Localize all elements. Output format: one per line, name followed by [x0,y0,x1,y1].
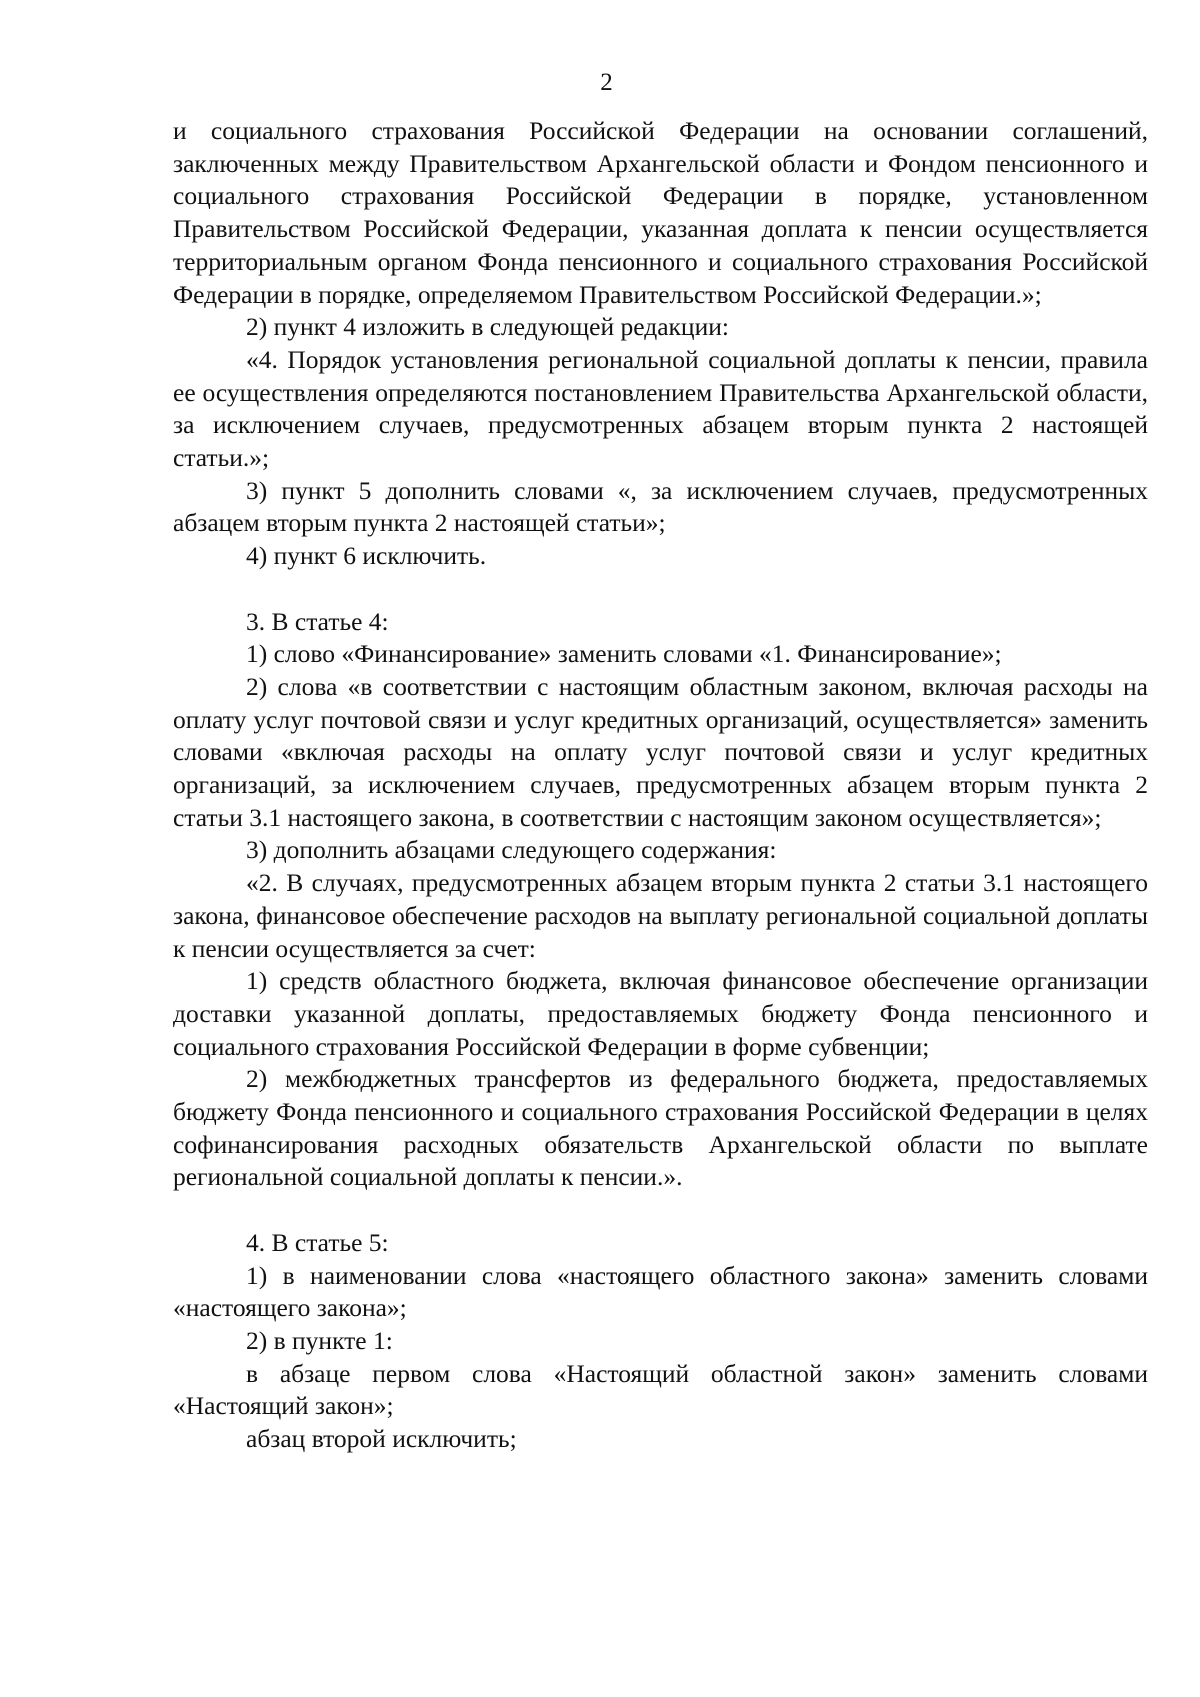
paragraph-quote-point-4: «4. Порядок установления региональной социальной доплаты к пенсии, правила ее осуществления определяются постановлением Правительства Архангельской области, за исключением случаев, предусмотренных абзацем вторым пункта 2 настоящей статьи.»; [173,344,1148,473]
paragraph-quote-point-2: «2. В случаях, предусмотренных абзацем вторым пункта 2 статьи 3.1 настоящего закона, финансовое обеспечение расходов на выплату региональной социальной доплаты к пенсии осуществляется за счет: [173,868,1148,963]
paragraph-article-5-item-2: 2) в пункте 1: [246,1325,393,1355]
paragraph-article-5-second-abzac: абзац второй исключить; [246,1424,517,1454]
paragraph-item-4-point-6: 4) пункт 6 исключить. [246,541,487,571]
section-heading-article-5: 4. В статье 5: [246,1227,389,1257]
paragraph-article-5-first-abzac: в абзаце первом слова «Настоящий областной закон» заменить словами «Настоящий закон»; [173,1358,1148,1421]
document-body [173,115,1148,1456]
paragraph-article-5-item-1: 1) в наименовании слова «настоящего областного закона» заменить словами «настоящего закона»; [173,1260,1148,1323]
page-number: 2 [600,69,613,96]
paragraph-continuation: и социального страхования Российской Федерации на основании соглашений, заключенных между Правительством Архангельской области и Фондом пенсионного и социального страхования Российской Федерации в порядке, установленном Правительством Российской Федерации, указанная доплата к пенсии осуществляется территориальным органом Фонда пенсионного и социального страхования Российской Федерации в порядке, определяемом Правительством Российской Федерации.»; [173,116,1148,309]
paragraph-item-3-point-5: 3) пункт 5 дополнить словами «, за исключением случаев, предусмотренных абзацем вторым пункта 2 настоящей статьи»; [173,475,1148,538]
paragraph-item-2-point-4: 2) пункт 4 изложить в следующей редакции: [246,312,729,342]
paragraph-article-4-item-3: 3) дополнить абзацами следующего содержания: [246,835,777,865]
paragraph-quote-subitem-2: 2) межбюджетных трансфертов из федерального бюджета, предоставляемых бюджету Фонда пенсионного и социального страхования Российской Федерации в целях софинансирования расходных обязательств Архангельской области по выплате региональной социальной доплаты к пенсии.». [173,1064,1148,1192]
section-heading-article-4: 3. В статье 4: [246,606,389,636]
paragraph-article-4-item-1: 1) слово «Финансирование» заменить словами «1. Финансирование»; [246,639,1002,669]
paragraph-quote-subitem-1: 1) средств областного бюджета, включая финансовое обеспечение организации доставки указанной доплаты, предоставляемых бюджету Фонда пенсионного и социального страхования Российской Федерации в форме субвенции; [173,966,1148,1061]
paragraph-article-4-item-2: 2) слова «в соответствии с настоящим областным законом, включая расходы на оплату услуг почтовой связи и услуг кредитных организаций, осуществляется» заменить словами «включая расходы на оплату услуг почтовой связи и услуг кредитных организаций, за исключением случаев, предусмотренных абзацем вторым пункта 2 статьи 3.1 настоящего закона, в соответствии с настоящим законом осуществляется»; [173,671,1148,832]
